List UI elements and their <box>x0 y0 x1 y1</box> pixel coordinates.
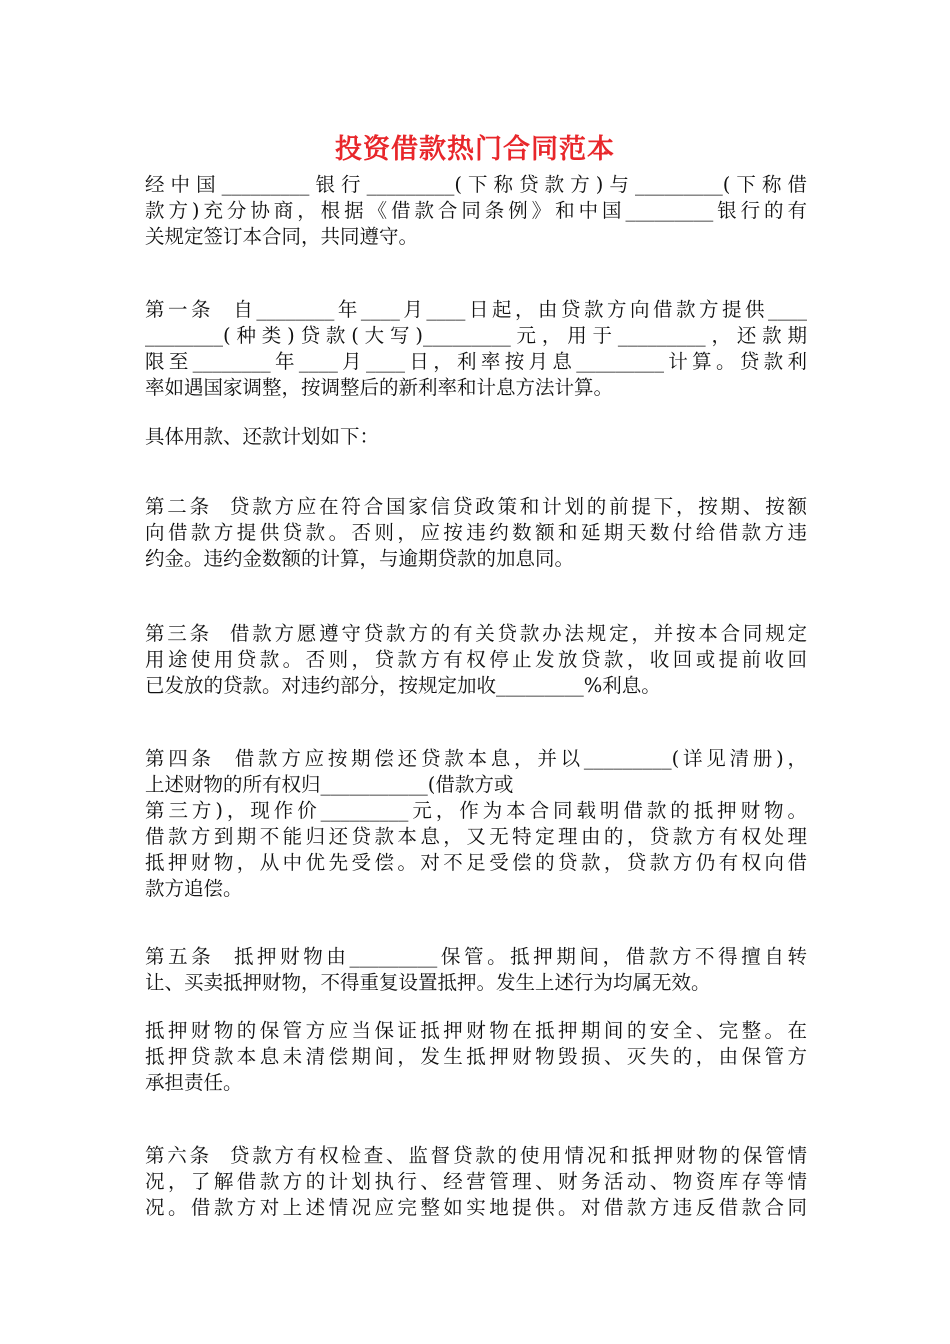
paragraph-article-6 <box>145 1143 807 1221</box>
text-line: 第一条 自________年____月____日起，由贷款方向借款方提供____ <box>145 298 807 321</box>
text-line: 抵押财物，从中优先受偿。对不足受偿的贷款，贷款方仍有权向借 <box>145 851 807 874</box>
paragraph-article-2 <box>145 494 807 572</box>
text-line: 向借款方提供贷款。否则，应按违约数额和延期天数付给借款方违 <box>145 521 807 544</box>
text-line: 已发放的贷款。对违约部分，按规定加收_________%利息。 <box>145 674 661 697</box>
text-line: 况，了解借款方的计划执行、经营管理、财务活动、物资库存等情 <box>145 1170 807 1193</box>
text-line: 第四条 借款方应按期偿还贷款本息，并以_________(详见清册)， <box>145 747 807 770</box>
text-line: 借款方到期不能归还贷款本息，又无特定理由的，贷款方有权处理 <box>145 825 807 848</box>
text-line: 第二条 贷款方应在符合国家信贷政策和计划的前提下，按期、按额 <box>145 495 807 518</box>
paragraph-preamble <box>145 172 807 250</box>
text-line: 约金。违约金数额的计算，与逾期贷款的加息同。 <box>145 547 575 570</box>
text-line: 第五条 抵押财物由_________保管。抵押期间，借款方不得擅自转 <box>145 945 807 968</box>
text-line: 承担责任。 <box>145 1071 243 1094</box>
text-line: 率如遇国家调整，按调整后的新利率和计息方法计算。 <box>145 376 614 399</box>
text-line: 第六条 贷款方有权检查、监督贷款的使用情况和抵押财物的保管情 <box>145 1144 807 1167</box>
paragraph-article-5 <box>145 944 807 996</box>
paragraph-custody <box>145 1018 807 1096</box>
text-line: 上述财物的所有权归___________(借款方或 <box>145 773 514 796</box>
paragraph-article-4 <box>145 746 807 902</box>
paragraph-article-1 <box>145 297 807 401</box>
text-line: 经中国_________银行_________(下称贷款方)与_________(下称借 <box>145 173 807 196</box>
text-line: 让、买卖抵押财物，不得重复设置抵押。发生上述行为均属无效。 <box>145 971 711 994</box>
text-line: 用途使用贷款。否则，贷款方有权停止发放贷款，收回或提前收回 <box>145 648 807 671</box>
text-line: 具体用款、还款计划如下： <box>145 425 380 448</box>
text-line: 抵押财物的保管方应当保证抵押财物在抵押期间的安全、完整。在 <box>145 1019 807 1042</box>
text-line: 况。借款方对上述情况应完整如实地提供。对借款方违反借款合同 <box>145 1196 807 1219</box>
paragraph-plan <box>145 424 807 450</box>
text-line: 抵押贷款本息未清偿期间，发生抵押财物毁损、灭失的，由保管方 <box>145 1045 807 1068</box>
text-line: 关规定签订本合同，共同遵守。 <box>145 225 419 248</box>
text-line: 款方)充分协商，根据《借款合同条例》和中国_________银行的有 <box>145 199 807 222</box>
text-line: ________(种类)贷款(大写)_________元，用于_________，还款期 <box>145 324 807 347</box>
text-line: 款方追偿。 <box>145 877 243 900</box>
paragraph-article-3 <box>145 621 807 699</box>
text-line: 限至________年____月____日，利率按月息_________计算。贷款利 <box>145 350 807 373</box>
text-line: 第三条 借款方愿遵守贷款方的有关贷款办法规定，并按本合同规定 <box>145 622 807 645</box>
text-line: 第三方)，现作价_________元，作为本合同载明借款的抵押财物。 <box>145 799 807 822</box>
document-title: 投资借款热门合同范本 <box>335 134 615 165</box>
